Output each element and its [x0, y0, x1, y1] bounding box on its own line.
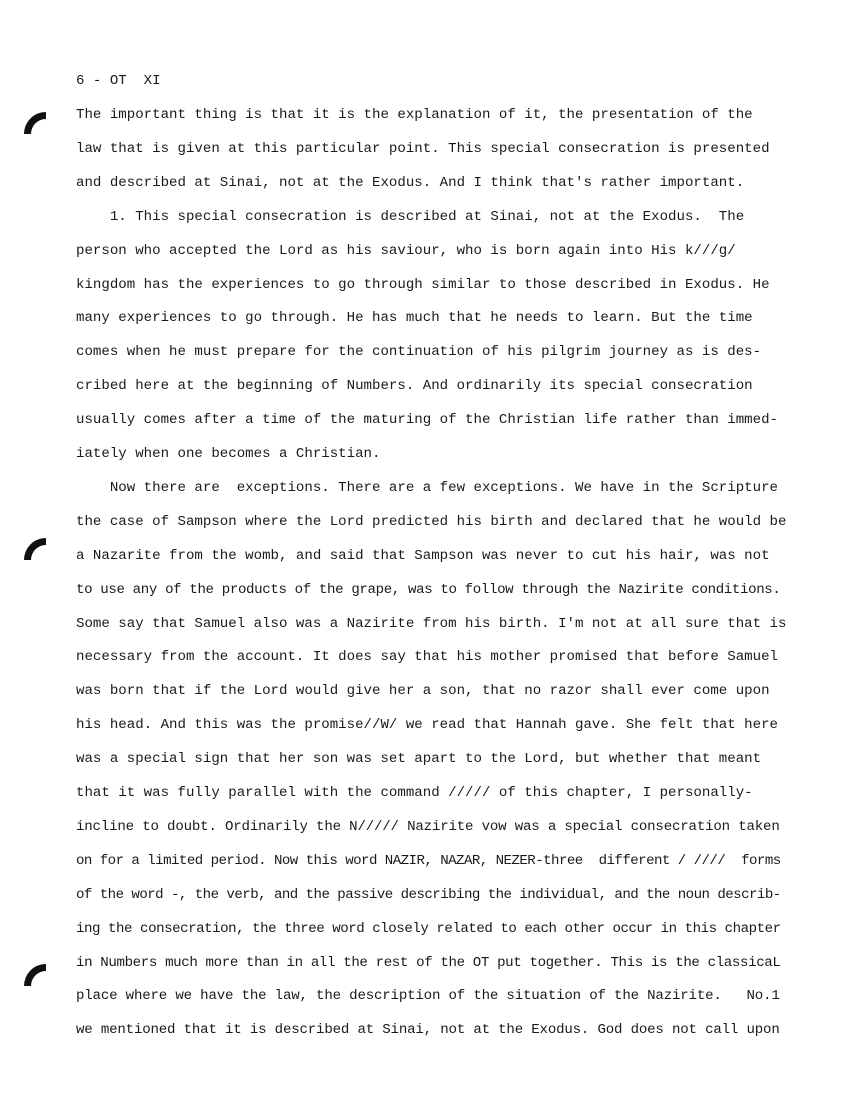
text-line: was born that if the Lord would give her a son, that no razor shall ever come upon	[76, 683, 770, 700]
text-line: The important thing is that it is the explanation of it, the presentation of the	[76, 107, 753, 123]
text-line: kingdom has the experiences to go through similar to those described in Exodus. He	[76, 276, 770, 293]
text-line: iately when one becomes a Christian.	[76, 446, 381, 462]
text-line: on for a limited period. Now this word NAZIR, NAZAR, NEZER-three different / //// forms	[76, 852, 781, 869]
text-line: usually comes after a time of the maturing of the Christian life rather than immed-	[76, 412, 778, 429]
text-line: to use any of the products of the grape, was to follow through the Nazirite conditions.	[76, 581, 781, 598]
text-line: in Numbers much more than in all the rest of the OT put together. This is the classicaL	[76, 954, 781, 971]
text-line: necessary from the account. It does say that his mother promised that before Samuel	[76, 649, 778, 666]
text-line: comes when he must prepare for the continuation of his pilgrim journey as is des-	[76, 344, 762, 361]
text-line: law that is given at this particular point. This special consecration is presented	[76, 140, 770, 157]
text-line: of the word -, the verb, and the passive describing the individual, and the noun describ-	[76, 886, 781, 903]
page-header: 6 - OT XI	[76, 73, 161, 89]
text-line: the case of Sampson where the Lord predicted his birth and declared that he would be	[76, 513, 787, 530]
text-line: place where we have the law, the description of the situation of the Nazirite. No.1	[76, 988, 780, 1005]
text-line: and described at Sinai, not at the Exodus. And I think that's rather important.	[76, 174, 745, 191]
text-line: was a special sign that her son was set apart to the Lord, but whether that meant	[76, 751, 762, 768]
text-line: that it was fully parallel with the command ///// of this chapter, I personally-	[76, 785, 753, 801]
text-line: incline to doubt. Ordinarily the N///// Nazirite vow was a special consecration taken	[76, 818, 780, 835]
text-line: cribed here at the beginning of Numbers. And ordinarily its special consecration	[76, 378, 753, 395]
text-line: Now there are exceptions. There are a few exceptions. We have in the Scripture	[76, 479, 778, 496]
binder-hole-mark	[24, 964, 46, 986]
text-line: 1. This special consecration is described at Sinai, not at the Exodus. The	[76, 208, 745, 225]
text-line: ing the consecration, the three word closely related to each other occur in this chapter	[76, 920, 781, 937]
text-line: Some say that Samuel also was a Nazirite from his birth. I'm not at all sure that is	[76, 615, 787, 632]
binder-hole-mark	[24, 538, 46, 560]
text-line: a Nazarite from the womb, and said that Sampson was never to cut his hair, was not	[76, 547, 770, 564]
binder-hole-mark	[24, 112, 46, 134]
text-line: his head. And this was the promise//W/ we read that Hannah gave. She felt that here	[76, 717, 778, 734]
text-line: many experiences to go through. He has much that he needs to learn. But the time	[76, 310, 753, 327]
text-line: we mentioned that it is described at Sinai, not at the Exodus. God does not call upon	[76, 1022, 780, 1039]
text-line: person who accepted the Lord as his saviour, who is born again into His k///g/	[76, 242, 736, 259]
